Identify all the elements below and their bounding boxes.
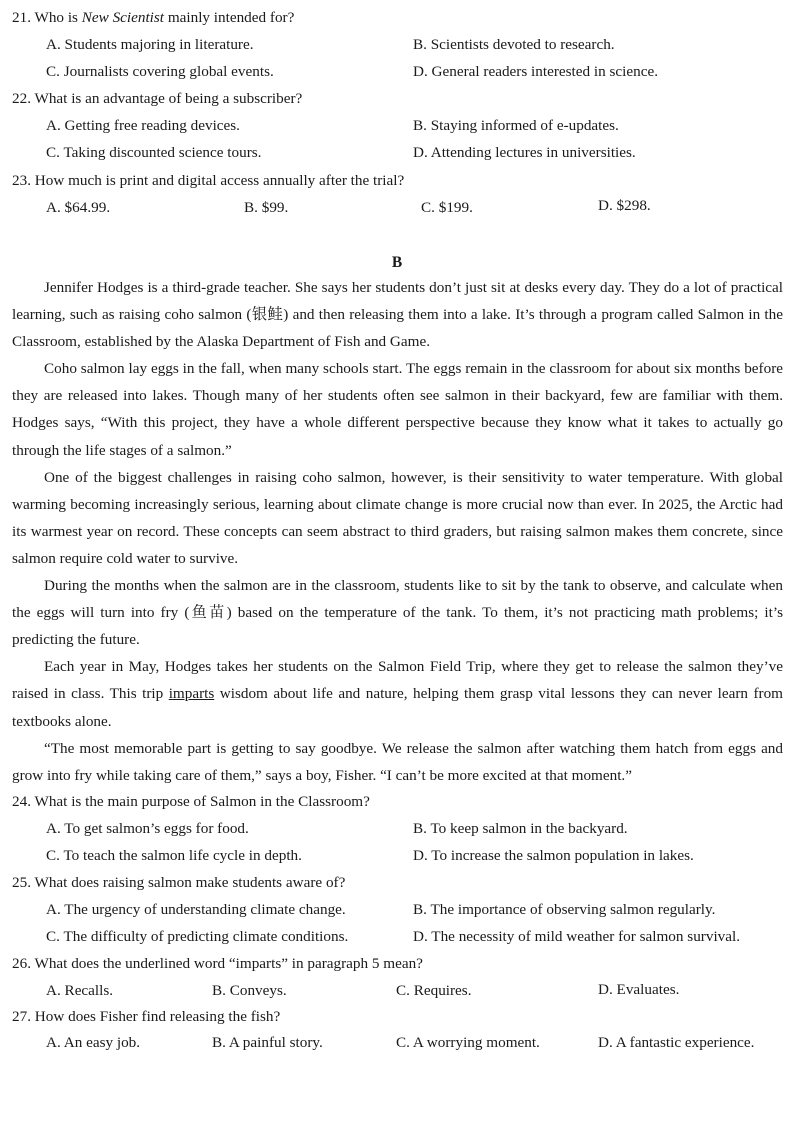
passage-paragraph-5 [12, 653, 783, 734]
question-23-stem: 23. How much is print and digital access annually after the trial? [12, 172, 405, 189]
question-23-option-b: B. $99. [244, 199, 289, 216]
passage-paragraph-3: One of the biggest challenges in raising coho salmon, however, is their sensitivity to water temperature. With global warming becoming increasingly serious, learning about climate change is more crucial now than ever. In 2025, the Arctic had its warmest year on record. These concepts can seem abstract to third graders, but raising salmon makes them concrete, since salmon require cold water to survive. [12, 468, 783, 567]
question-27-option-b: B. A painful story. [212, 1034, 323, 1051]
question-26-stem: 26. What does the underlined word “imparts” in paragraph 5 mean? [12, 955, 423, 972]
passage-paragraph-1: Jennifer Hodges is a third-grade teacher. She says her students don’t just sit at desks every day. They do a lot of practical learning, such as raising coho salmon (银鲑) and then releasing them into a lake. It’s through a program called Salmon in the Classroom, established by the Alaska Department of Fish and Game. [12, 279, 783, 351]
question-27-stem: 27. How does Fisher find releasing the fish? [12, 1008, 281, 1025]
question-27-option-c: C. A worrying moment. [396, 1034, 540, 1051]
question-21-stem [12, 8, 294, 28]
question-24-stem: 24. What is the main purpose of Salmon in the Classroom? [12, 793, 370, 810]
question-26-option-d: D. Evaluates. [598, 981, 680, 998]
question-27-option-a: A. An easy job. [46, 1034, 141, 1051]
question-22-option-c: C. Taking discounted science tours. [46, 144, 262, 161]
question-21-option-c: C. Journalists covering global events. [46, 63, 274, 80]
question-21-title-italic: New Scientist [81, 9, 165, 26]
question-26-option-a: A. Recalls. [46, 982, 114, 999]
question-21-option-a: A. Students majoring in literature. [46, 36, 254, 53]
question-24-option-a: A. To get salmon’s eggs for food. [46, 820, 249, 837]
question-25-stem: 25. What does raising salmon make students aware of? [12, 874, 346, 891]
question-22-stem: 22. What is an advantage of being a subscriber? [12, 90, 303, 107]
underlined-word: imparts [168, 685, 215, 703]
passage-paragraph-6: “The most memorable part is getting to say goodbye. We release the salmon after watching them hatch from eggs and grow into fry while taking care of them,” says a boy, Fisher. “I can’t be more excited at that moment.” [12, 739, 783, 784]
question-24-option-d: D. To increase the salmon population in lakes. [413, 847, 694, 864]
question-25-option-a: A. The urgency of understanding climate change. [46, 901, 346, 918]
question-22-option-a: A. Getting free reading devices. [46, 117, 240, 134]
question-22-option-d: D. Attending lectures in universities. [413, 144, 636, 161]
question-25-option-b: B. The importance of observing salmon regularly. [413, 901, 716, 918]
question-21-option-b: B. Scientists devoted to research. [413, 36, 615, 53]
paragraph-5-text-before: Each year in May, Hodges takes her students on the Salmon Field Trip, where they get to release the salmon they’ve raised in class. This trip [12, 658, 783, 703]
paragraph-5-text-after: wisdom about life and nature, helping them grasp vital lessons they can never learn from textbooks alone. [12, 685, 783, 730]
passage-paragraph-2: Coho salmon lay eggs in the fall, when many schools start. The eggs remain in the classroom for about six months before they are released into lakes. Though many of her students often see salmon in their backyard, few are familiar with them. Hodges says, “With this project, they have a whole different perspective because they know what it takes to actually go through the life stages of a salmon.” [12, 360, 783, 459]
question-23-option-d: D. $298. [598, 197, 651, 214]
reading-passage [12, 274, 783, 789]
question-25-option-c: C. The difficulty of predicting climate conditions. [46, 928, 349, 945]
question-21-stem-suffix: mainly intended for? [164, 9, 295, 26]
question-24-option-c: C. To teach the salmon life cycle in depth. [46, 847, 302, 864]
question-23-option-a: A. $64.99. [46, 199, 111, 216]
question-26-option-b: B. Conveys. [212, 982, 287, 999]
question-21-stem-prefix: 21. Who is [12, 9, 82, 26]
question-21-option-d: D. General readers interested in science. [413, 63, 658, 80]
question-25-option-d: D. The necessity of mild weather for salmon survival. [413, 928, 741, 945]
question-23-option-c: C. $199. [421, 199, 473, 216]
question-27-option-d: D. A fantastic experience. [598, 1034, 755, 1051]
passage-paragraph-4: During the months when the salmon are in the classroom, students like to sit by the tank to observe, and calculate when the eggs will turn into fry (鱼苗) based on the temperature of the tank. To them, it’s not practicing math problems; it’s predicting the future. [12, 577, 783, 649]
section-title: B [391, 254, 403, 271]
question-26-option-c: C. Requires. [396, 982, 472, 999]
question-24-option-b: B. To keep salmon in the backyard. [413, 820, 628, 837]
question-22-option-b: B. Staying informed of e-updates. [413, 117, 619, 134]
